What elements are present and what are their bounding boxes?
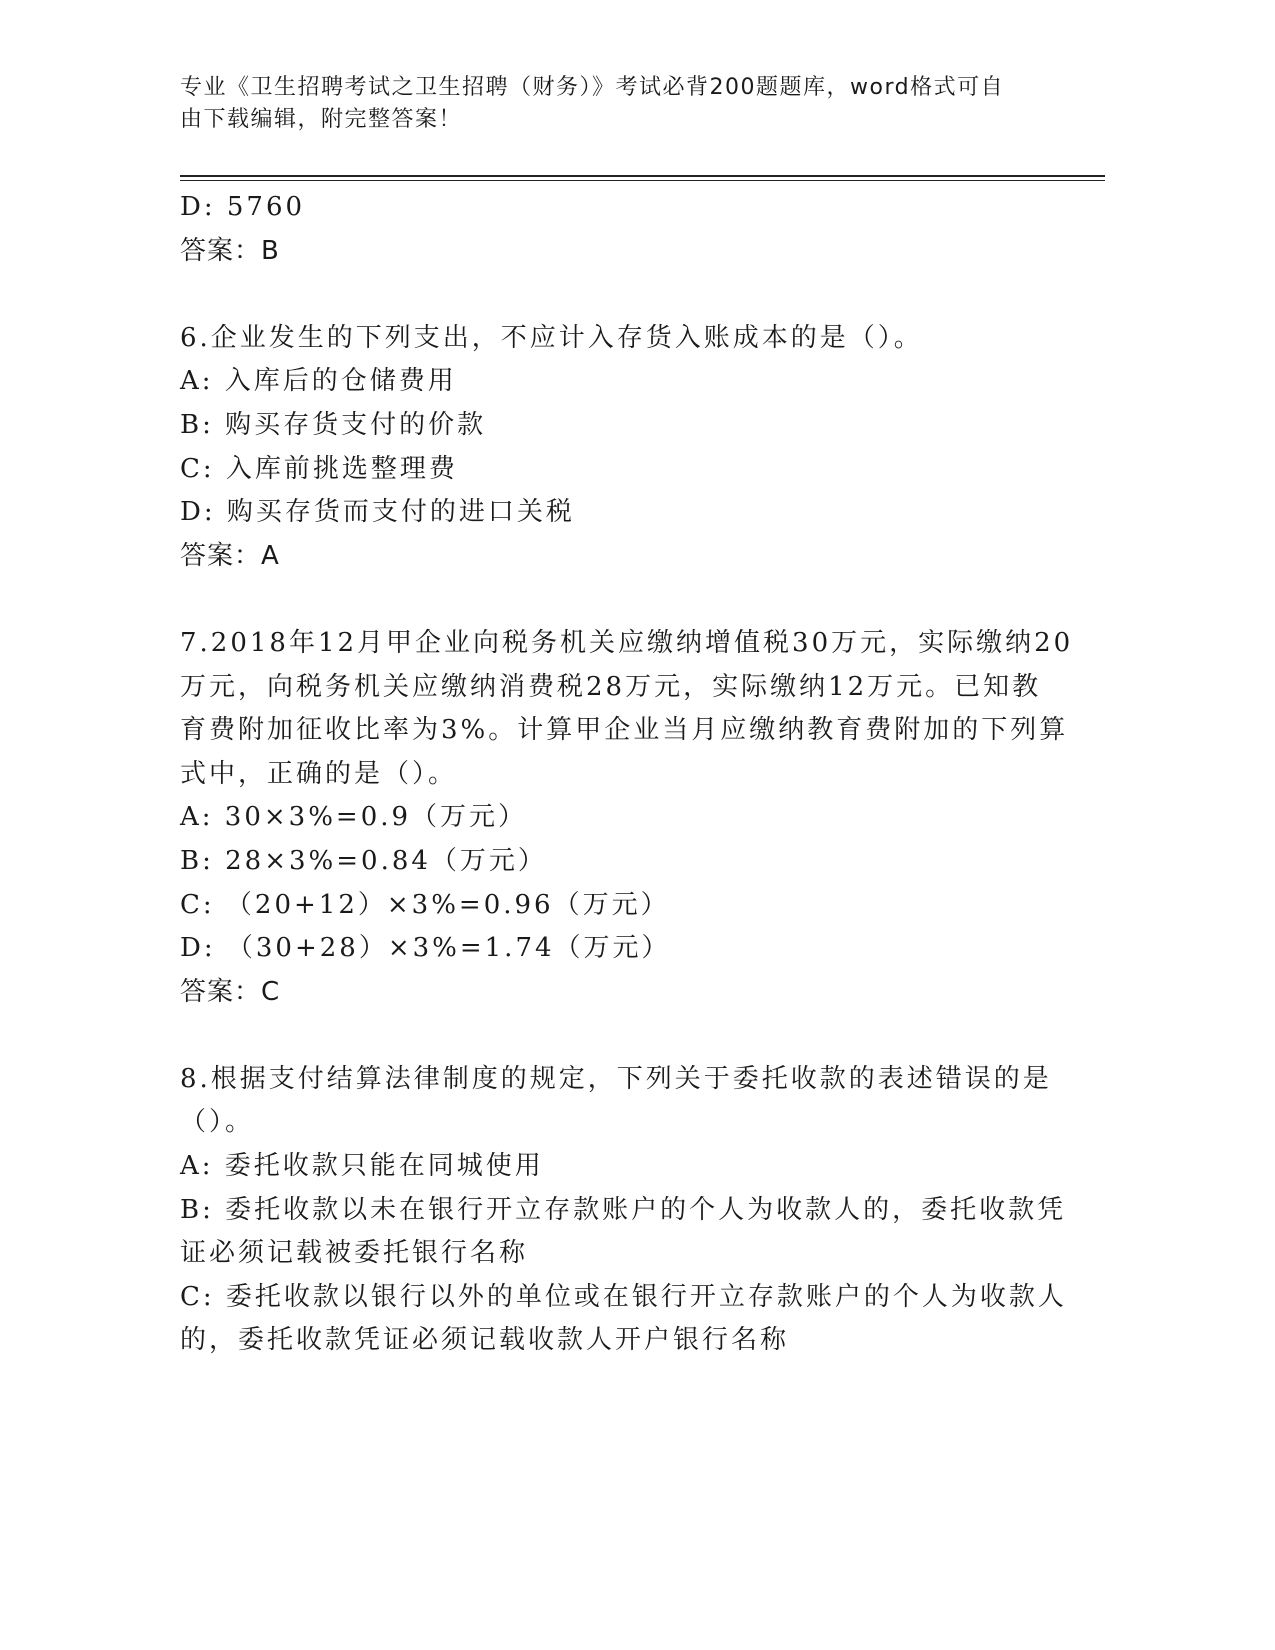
question-7 (180, 622, 1074, 1014)
option-b: B: 委托收款以未在银行开立存款账户的个人为收款人的，委托收款凭 (180, 1194, 1067, 1225)
question-stem-line: 8.根据支付结算法律制度的规定，下列关于委托收款的表述错误的是 (180, 1063, 1052, 1094)
option-a: A: 30×3%=0.9（万元） (180, 802, 528, 833)
option-c: C: 委托收款以银行以外的单位或在银行开立存款账户的个人为收款人 (180, 1281, 1067, 1312)
question-stem-line: 育费附加征收比率为3%。计算甲企业当月应缴纳教育费附加的下列算 (180, 715, 1069, 746)
document-header (180, 72, 1040, 136)
option-a: A: 入库后的仓储费用 (180, 366, 457, 397)
option-c-continued: 的，委托收款凭证必须记载收款人开户银行名称 (180, 1325, 790, 1356)
option-d: D: 5760 (180, 192, 306, 222)
option-b: B: 购买存货支付的价款 (180, 409, 487, 440)
answer-label: 答案：A (180, 540, 280, 571)
option-c: C: （20+12）×3%=0.96（万元） (180, 889, 670, 920)
header-rule-thin (180, 180, 1105, 181)
option-d: D: 购买存货而支付的进口关税 (180, 497, 575, 528)
header-title-line-2: 由下载编辑，附完整答案！ (180, 107, 463, 132)
option-d: D: （30+28）×3%=1.74（万元） (180, 933, 671, 964)
option-b-continued: 证必须记载被委托银行名称 (180, 1238, 529, 1269)
question-stem-line: （）。 (180, 1107, 255, 1138)
document-body (180, 186, 1074, 1363)
question-stem-line: 式中，正确的是（）。 (180, 758, 458, 789)
answer-label: 答案：B (180, 235, 280, 266)
header-title-line-1: 专业《卫生招聘考试之卫生招聘（财务）》考试必背200题题库，word格式可自 (180, 75, 1005, 100)
question-8 (180, 1058, 1067, 1363)
question-stem-line: 6.企业发生的下列支出，不应计入存货入账成本的是（）。 (180, 322, 923, 353)
option-c: C: 入库前挑选整理费 (180, 453, 458, 484)
question-6 (180, 317, 1060, 579)
question-stem-line: 7.2018年12月甲企业向税务机关应缴纳增值税30万元，实际缴纳20 (180, 627, 1074, 658)
header-rule-thick (180, 175, 1105, 177)
option-b: B: 28×3%=0.84（万元） (180, 845, 547, 876)
option-a: A: 委托收款只能在同城使用 (180, 1151, 544, 1182)
question-5-tail (180, 186, 1060, 273)
question-stem-line: 万元，向税务机关应缴纳消费税28万元，实际缴纳12万元。已知教 (180, 671, 1042, 702)
answer-label: 答案：C (180, 976, 281, 1007)
